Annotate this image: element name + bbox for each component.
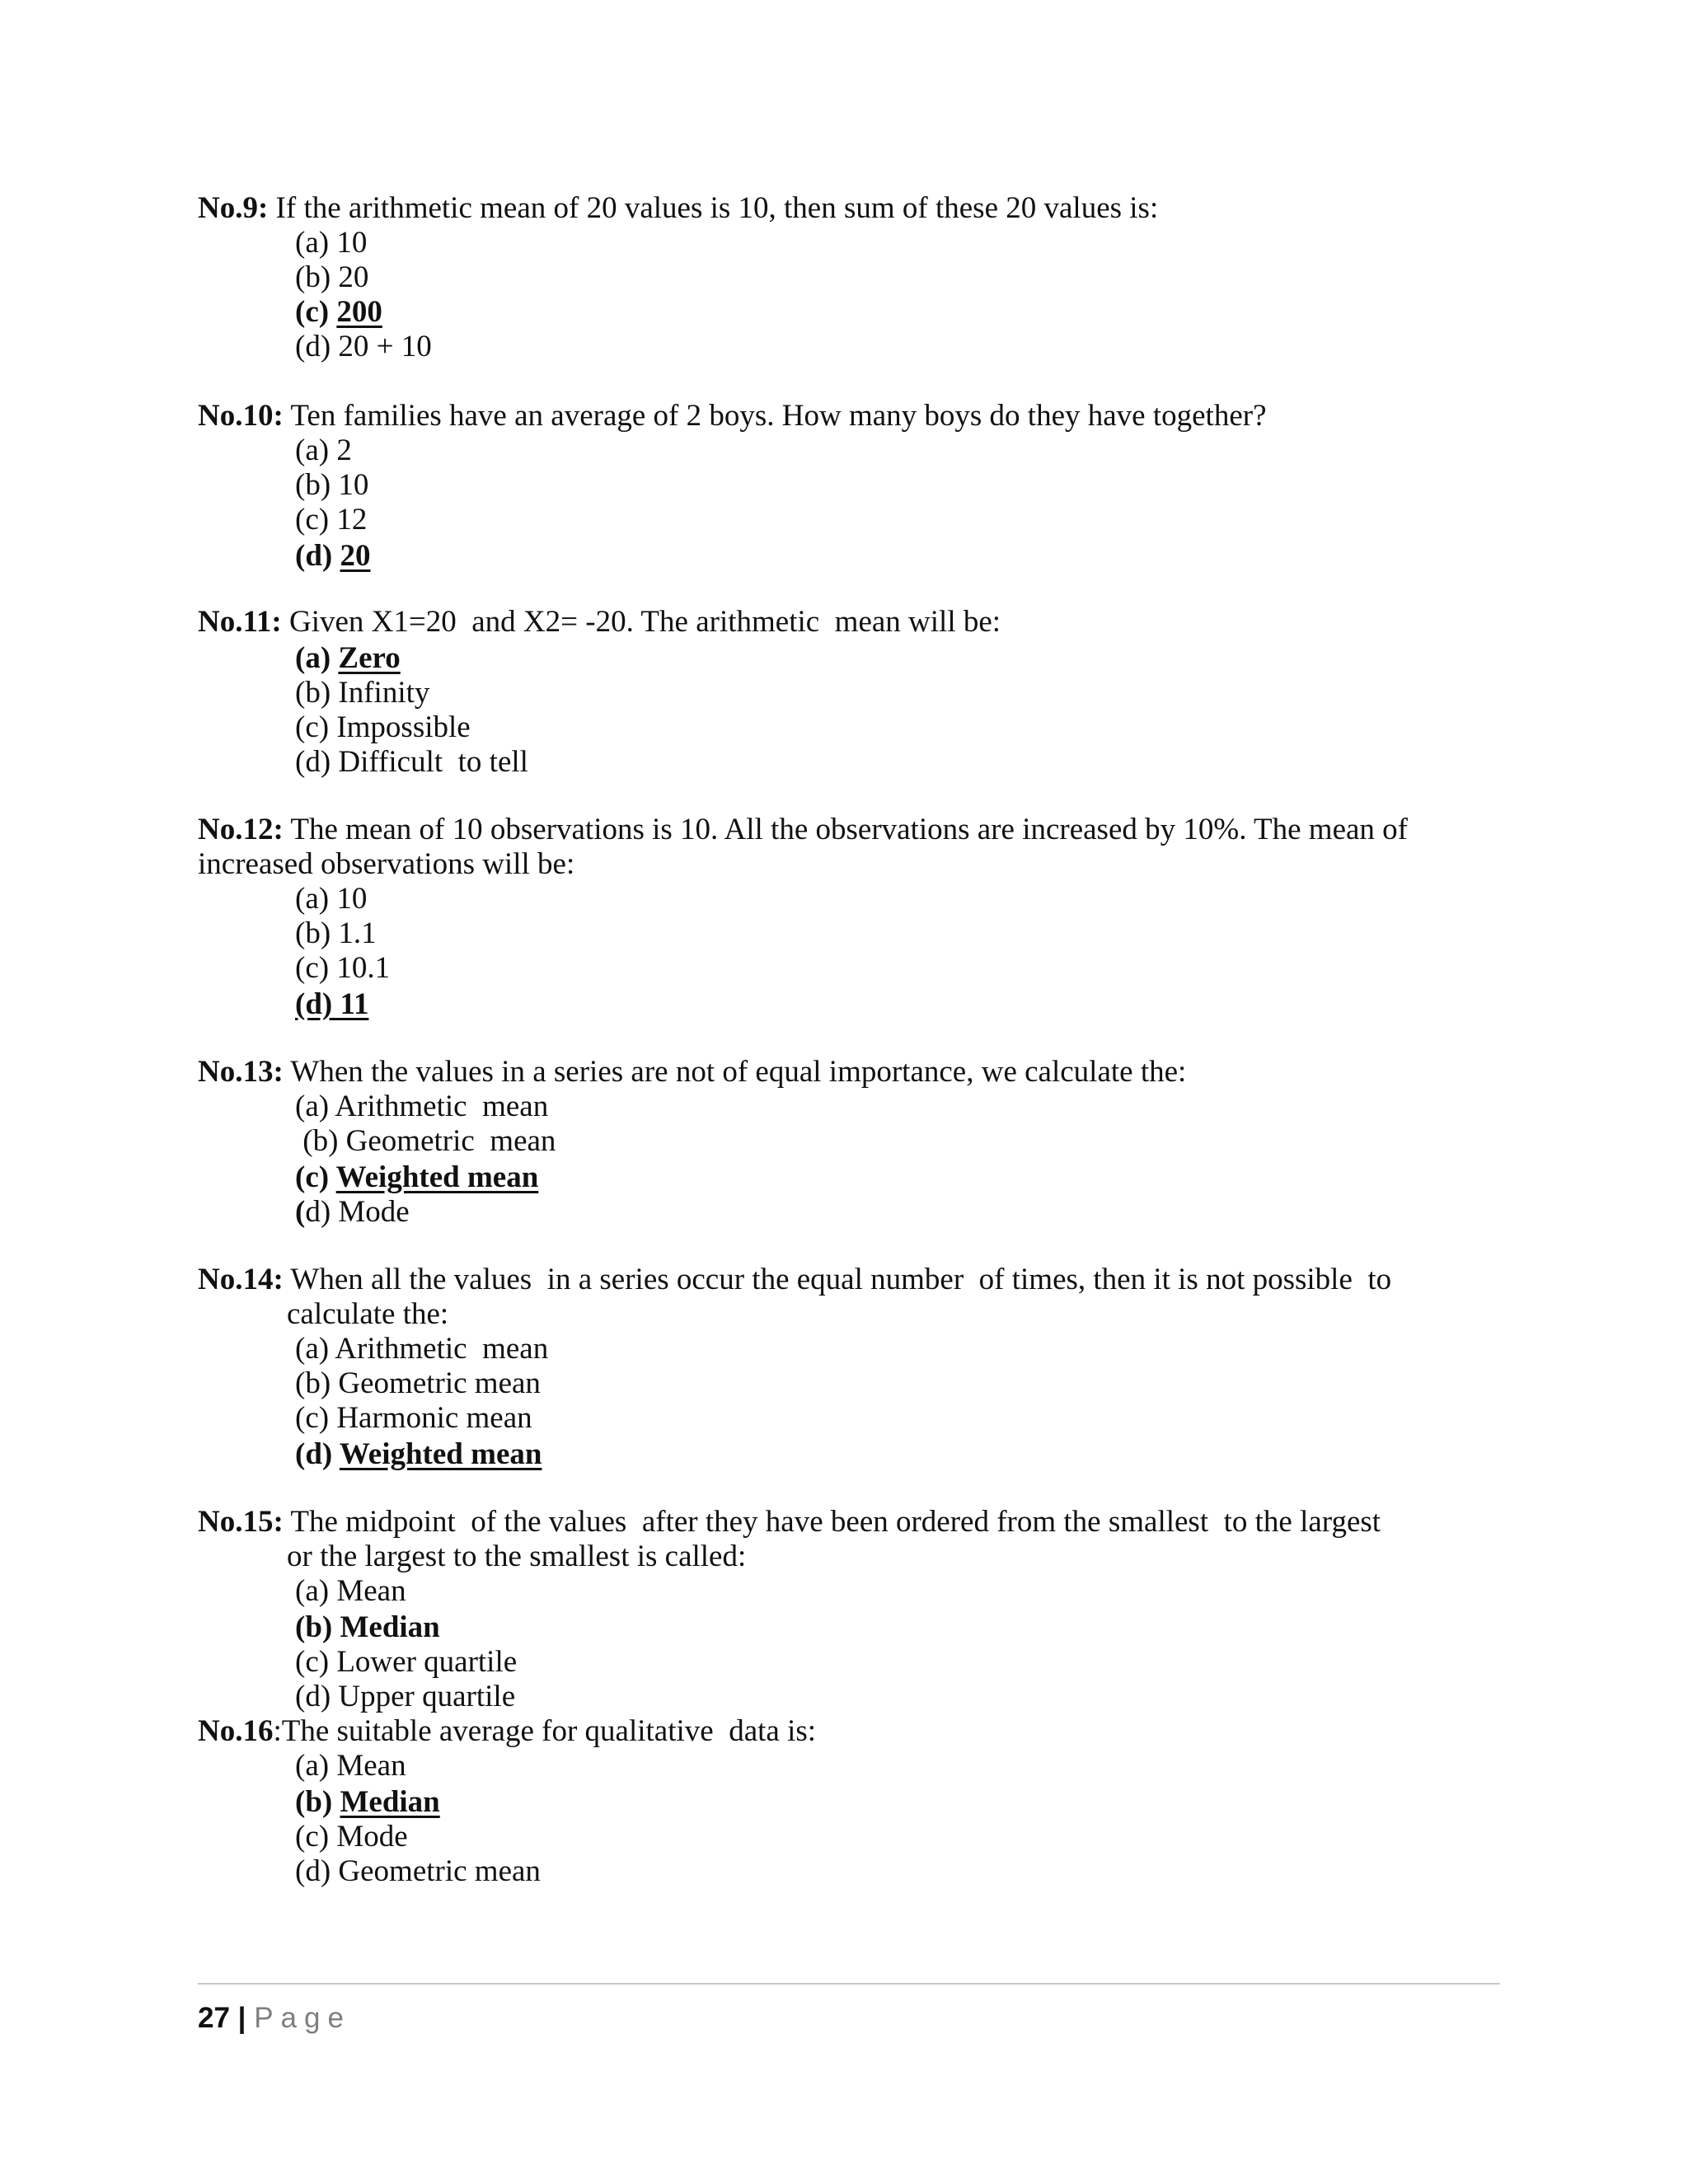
option-label: (d) <box>295 1437 340 1471</box>
question-number: No.14: <box>198 1263 284 1296</box>
option-text: 10 <box>336 226 368 260</box>
option-label: (a) <box>295 226 337 260</box>
question-number: No.10: <box>198 399 284 433</box>
question-text: The mean of 10 observations is 10. All the observations are increased by 10%. The mean of <box>290 813 1409 846</box>
option-text: Geometric mean <box>338 1366 541 1400</box>
option-label: (a) <box>295 1332 335 1366</box>
option-d-correct <box>295 1437 542 1472</box>
option-label: (b) <box>295 260 339 294</box>
option-text: Upper quartile <box>338 1680 516 1713</box>
question-text: If the arithmetic mean of 20 values is 10, then sum of these 20 values is: <box>275 191 1159 225</box>
option-label: (c) <box>295 1820 337 1854</box>
option-label: (d) <box>295 745 339 779</box>
question-text: calculate the: <box>287 1297 449 1331</box>
option-d <box>295 1854 541 1889</box>
question-number: No.12: <box>198 813 284 846</box>
option-text: Zero <box>338 641 401 675</box>
option-b <box>295 676 429 710</box>
option-c-correct <box>295 1160 538 1195</box>
option-text: Mean <box>336 1574 406 1608</box>
option-text: 20 + 10 <box>338 330 432 363</box>
option-text: Lower quartile <box>336 1645 518 1679</box>
option-text: 20 <box>340 539 371 573</box>
option-text: d) Mode <box>305 1195 410 1229</box>
option-b-correct <box>295 1610 440 1645</box>
option-text: 1.1 <box>338 916 377 950</box>
option-label: (a) <box>295 1574 337 1608</box>
question-text: :The suitable average for qualitative data is: <box>273 1714 817 1748</box>
question-number: No.11: <box>198 605 282 639</box>
option-b <box>295 468 368 503</box>
page-footer <box>198 2001 351 2036</box>
option-label: ( <box>295 1195 306 1229</box>
option-text: 10 <box>336 882 368 916</box>
option-label: (d) <box>295 330 339 363</box>
option-a <box>295 1574 406 1609</box>
option-b <box>295 260 368 295</box>
option-label: (d) <box>295 987 340 1021</box>
option-label: (b) <box>295 1610 340 1644</box>
option-c <box>295 951 390 986</box>
question-text: or the largest to the smallest is called: <box>287 1540 747 1573</box>
option-label: (c) <box>295 1645 337 1679</box>
option-label: (c) <box>295 710 337 744</box>
page-label: Page <box>254 2002 351 2034</box>
option-text: Weighted mean <box>335 1160 539 1194</box>
question-11-stem <box>198 605 1001 640</box>
option-label: (c) <box>295 1401 337 1435</box>
option-text: Difficult to tell <box>338 745 528 779</box>
option-text: 2 <box>336 434 352 467</box>
option-text: Arithmetic mean <box>335 1090 549 1123</box>
option-d <box>295 1195 410 1230</box>
option-text: Median <box>340 1610 440 1644</box>
option-label: (a) <box>295 1090 335 1123</box>
question-16-stem <box>198 1714 816 1749</box>
option-text: 10.1 <box>336 951 391 985</box>
option-b <box>295 916 377 951</box>
question-number: No.16 <box>198 1714 274 1748</box>
option-text: Harmonic mean <box>336 1401 532 1435</box>
footer-divider <box>198 1983 1500 1985</box>
option-text: Arithmetic mean <box>335 1332 549 1366</box>
option-b-correct <box>295 1785 440 1820</box>
question-14-stem-continued <box>287 1297 448 1332</box>
option-label: (c) <box>295 295 337 329</box>
question-14-stem <box>198 1263 1391 1297</box>
option-a <box>295 1090 548 1124</box>
question-text: When all the values in a series occur the equal number of times, then it is not possible to <box>290 1263 1392 1296</box>
option-d <box>295 330 432 364</box>
option-label: (d) <box>295 1680 339 1713</box>
option-text: 10 <box>338 468 369 502</box>
option-text: 12 <box>336 503 368 537</box>
question-10-stem <box>198 399 1267 434</box>
question-text: The midpoint of the values after they have been ordered from the smallest to the largest <box>290 1505 1381 1539</box>
option-text: Mean <box>336 1749 406 1783</box>
option-a <box>295 1332 548 1366</box>
option-text: Geometric mean <box>345 1124 556 1158</box>
question-text: Ten families have an average of 2 boys. How many boys do they have together? <box>290 399 1267 433</box>
question-15-stem <box>198 1505 1381 1540</box>
option-label: (c) <box>295 503 337 537</box>
option-label: (a) <box>295 434 337 467</box>
option-a <box>295 1749 406 1783</box>
option-label: (d) <box>295 1854 339 1888</box>
option-d <box>295 1680 515 1714</box>
option-text: 11 <box>340 987 369 1021</box>
option-label: (b) <box>295 676 339 710</box>
question-13-stem <box>198 1055 1186 1090</box>
option-b <box>295 1124 556 1159</box>
option-label: (c) <box>295 1160 336 1194</box>
option-label: (b) <box>295 1785 340 1819</box>
option-a <box>295 882 367 916</box>
question-text: increased observations will be: <box>198 847 575 881</box>
option-label: (a) <box>295 882 337 916</box>
option-text: Infinity <box>338 676 430 710</box>
option-c <box>295 710 471 745</box>
question-text: When the values in a series are not of equal importance, we calculate the: <box>290 1055 1187 1089</box>
question-12-stem-continued <box>198 847 574 882</box>
option-label: (a) <box>295 641 339 675</box>
option-text: Geometric mean <box>338 1854 541 1888</box>
question-number: No.13: <box>198 1055 284 1089</box>
option-c <box>295 503 367 537</box>
option-label: (b) <box>295 1366 339 1400</box>
question-15-stem-continued <box>287 1540 746 1574</box>
option-c <box>295 1820 408 1854</box>
option-d <box>295 745 528 780</box>
option-d-correct <box>295 539 370 574</box>
option-c-correct <box>295 295 382 330</box>
question-number: No.15: <box>198 1505 284 1539</box>
option-label: (d) <box>295 539 340 573</box>
option-a <box>295 434 352 468</box>
option-text: 20 <box>338 260 369 294</box>
option-text: Impossible <box>336 710 471 744</box>
option-label: (b) <box>295 1124 346 1158</box>
option-label: (a) <box>295 1749 337 1783</box>
option-label: (b) <box>295 916 339 950</box>
page-number: 27 <box>198 2002 230 2034</box>
option-c <box>295 1645 517 1680</box>
question-12-stem <box>198 813 1408 847</box>
option-text: Median <box>340 1785 440 1819</box>
question-number: No.9: <box>198 191 269 225</box>
footer-separator: | <box>229 2002 255 2034</box>
option-a <box>295 226 367 260</box>
option-text: Mode <box>336 1820 408 1854</box>
question-text: Given X1=20 and X2= -20. The arithmetic mean will be: <box>289 605 1001 639</box>
option-label: (b) <box>295 468 339 502</box>
option-text: Weighted mean <box>339 1437 542 1471</box>
question-9-stem <box>198 191 1158 226</box>
option-c <box>295 1401 532 1436</box>
option-text: 200 <box>336 295 382 329</box>
option-b <box>295 1366 541 1401</box>
option-label: (c) <box>295 951 337 985</box>
option-a-correct <box>295 641 401 676</box>
option-d-correct <box>295 987 368 1022</box>
